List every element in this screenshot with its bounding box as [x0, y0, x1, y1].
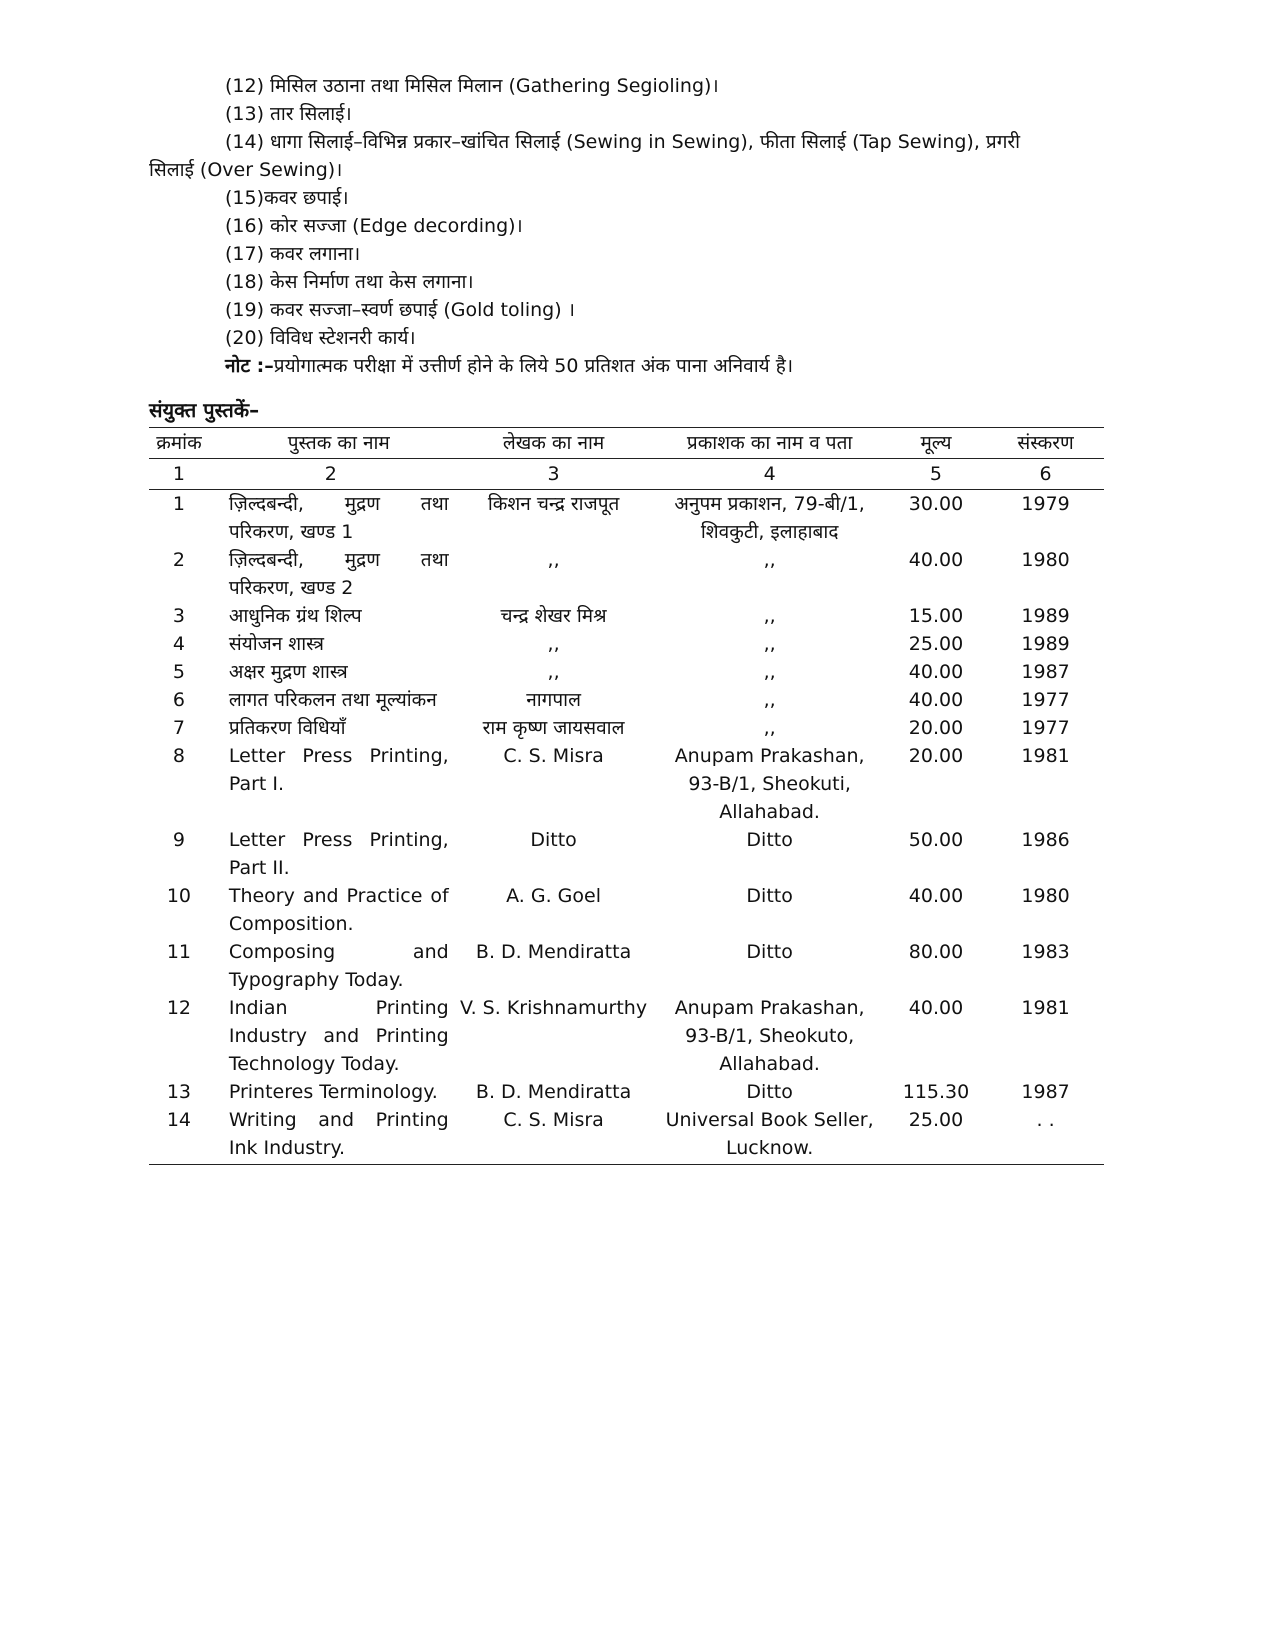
- book-publisher: Anupam Prakashan, 93-B/1, Sheokuti, Allahabad.: [674, 745, 865, 823]
- book-publisher: Universal Book Seller, Lucknow.: [654, 1106, 884, 1165]
- column-number: 3: [453, 459, 655, 490]
- list-item-17: (17) कवर लगाना।: [225, 243, 361, 265]
- table-row: [149, 490, 1104, 547]
- book-edition: 1977: [1021, 717, 1070, 739]
- header-book-name: पुस्तक का नाम: [209, 428, 453, 459]
- book-publisher: ,,: [763, 549, 776, 571]
- book-publisher: ,,: [763, 633, 776, 655]
- book-edition: 1983: [1021, 941, 1070, 963]
- book-edition: 1989: [1021, 605, 1070, 627]
- book-serial: 4: [172, 633, 185, 655]
- book-edition: 1980: [1021, 885, 1070, 907]
- book-edition: 1981: [1021, 997, 1070, 1019]
- table-row: [149, 602, 1104, 630]
- books-table-body: [149, 490, 1104, 1165]
- book-price: 20.00: [908, 717, 964, 739]
- book-serial: 9: [172, 829, 185, 851]
- book-author: राम कृष्ण जायसवाल: [482, 717, 625, 739]
- book-price: 15.00: [908, 605, 964, 627]
- table-row: [149, 630, 1104, 658]
- book-serial: 10: [166, 885, 192, 907]
- book-author: V. S. Krishnamurthy: [460, 997, 648, 1019]
- book-author: A. G. Goel: [506, 885, 602, 907]
- list-item-15: (15)कवर छपाई।: [225, 187, 349, 209]
- column-number-row: [149, 459, 1104, 490]
- book-serial: 8: [172, 745, 185, 767]
- book-price: 40.00: [908, 997, 964, 1019]
- table-row: [149, 686, 1104, 714]
- note: [225, 352, 793, 380]
- book-author: Ditto: [530, 829, 577, 851]
- column-number: 6: [987, 459, 1104, 490]
- book-title: Letter Press Printing, Part I.: [228, 745, 449, 795]
- table-row: [149, 742, 1104, 826]
- book-edition: 1987: [1021, 661, 1070, 683]
- note-text: प्रयोगात्मक परीक्षा में उत्तीर्ण होने के लिये 50 प्रतिशत अंक पाना अनिवार्य है।: [273, 355, 794, 377]
- table-row: [149, 714, 1104, 742]
- book-serial: 2: [172, 549, 185, 571]
- column-number: 2: [209, 459, 453, 490]
- book-edition: 1981: [1021, 745, 1070, 767]
- table-row: [149, 1078, 1104, 1106]
- book-publisher: अनुपम प्रकाशन, 79-बी/1, शिवकुटी, इलाहाबाद: [674, 493, 865, 543]
- book-author: C. S. Misra: [453, 1106, 655, 1165]
- book-author: B. D. Mendiratta: [475, 1081, 632, 1103]
- book-publisher: Ditto: [746, 885, 793, 907]
- book-title: Theory and Practice of Composition.: [228, 885, 449, 935]
- book-publisher: ,,: [763, 689, 776, 711]
- book-publisher: Ditto: [746, 829, 793, 851]
- book-author: चन्द्र शेखर मिश्र: [500, 605, 607, 627]
- list-item-16: (16) कोर सज्जा (Edge decording)।: [225, 215, 523, 237]
- list-item-18: (18) केस निर्माण तथा केस लगाना।: [225, 271, 474, 293]
- column-number: 5: [885, 459, 987, 490]
- book-title: Indian Printing Industry and Printing Technology Today.: [228, 997, 449, 1075]
- list-item-20: (20) विविध स्टेशनरी कार्य।: [225, 327, 416, 349]
- book-edition: 1977: [1021, 689, 1070, 711]
- book-edition: 1989: [1021, 633, 1070, 655]
- book-price: 40.00: [908, 885, 964, 907]
- book-serial: 12: [166, 997, 192, 1019]
- books-heading: संयुक्त पुस्तकें–: [149, 398, 260, 422]
- book-title: लागत परिकलन तथा मूल्यांकन: [228, 689, 437, 711]
- book-author: C. S. Misra: [503, 745, 604, 767]
- book-title: प्रतिकरण विधियाँ: [228, 717, 346, 739]
- book-serial: 5: [172, 661, 185, 683]
- book-title: Composing and Typography Today.: [228, 941, 449, 991]
- list-item-12: (12) मिसिल उठाना तथा मिसिल मिलान (Gathering Segioling)।: [225, 75, 719, 97]
- book-edition: 1979: [1021, 493, 1070, 515]
- book-title: ज़िल्दबन्दी, मुद्रण तथा परिकरण, खण्ड 1: [228, 493, 449, 543]
- table-row: [149, 938, 1104, 994]
- book-price: 25.00: [885, 1106, 987, 1165]
- book-serial: 14: [149, 1106, 209, 1165]
- table-row: [149, 546, 1104, 602]
- note-label: नोट :–: [225, 355, 274, 377]
- book-edition: 1986: [1021, 829, 1070, 851]
- book-publisher: Ditto: [746, 1081, 793, 1103]
- book-publisher: Anupam Prakashan, 93-B/1, Sheokuto, Allahabad.: [674, 997, 865, 1075]
- table-row: [149, 826, 1104, 882]
- book-author: ,,: [547, 661, 560, 683]
- book-price: 40.00: [908, 549, 964, 571]
- table-row: [149, 1106, 1104, 1165]
- book-author: किशन चन्द्र राजपूत: [487, 493, 620, 515]
- header-edition: संस्करण: [987, 428, 1104, 459]
- book-title: Printeres Terminology.: [228, 1081, 438, 1103]
- book-edition: 1980: [1021, 549, 1070, 571]
- books-table: [149, 427, 1104, 1165]
- book-price: 80.00: [908, 941, 964, 963]
- book-author: ,,: [547, 549, 560, 571]
- book-title: ज़िल्दबन्दी, मुद्रण तथा परिकरण, खण्ड 2: [228, 549, 449, 599]
- book-serial: 7: [172, 717, 185, 739]
- list-item-19: (19) कवर सज्जा–स्वर्ण छपाई (Gold toling) ।: [225, 299, 575, 321]
- column-number: 1: [149, 459, 209, 490]
- book-serial: 3: [172, 605, 185, 627]
- book-serial: 11: [166, 941, 192, 963]
- book-publisher: ,,: [763, 717, 776, 739]
- table-row: [149, 994, 1104, 1078]
- book-price: 50.00: [908, 829, 964, 851]
- book-price: 115.30: [902, 1081, 970, 1103]
- table-header-row: [149, 428, 1104, 459]
- list-item-14-continued: सिलाई (Over Sewing)।: [149, 159, 343, 181]
- table-row: [149, 658, 1104, 686]
- book-author: नागपाल: [526, 689, 581, 711]
- book-title: Writing and Printing Ink Industry.: [209, 1106, 453, 1165]
- list-item-13: (13) तार सिलाई।: [225, 103, 352, 125]
- book-edition: . .: [987, 1106, 1104, 1165]
- table-row: [149, 882, 1104, 938]
- book-serial: 1: [172, 493, 185, 515]
- column-number: 4: [654, 459, 884, 490]
- book-title: आधुनिक ग्रंथ शिल्प: [228, 605, 362, 627]
- book-price: 30.00: [908, 493, 964, 515]
- book-author: ,,: [547, 633, 560, 655]
- book-serial: 6: [172, 689, 185, 711]
- book-price: 40.00: [908, 661, 964, 683]
- header-author: लेखक का नाम: [453, 428, 655, 459]
- book-title: अक्षर मुद्रण शास्त्र: [228, 661, 348, 683]
- header-serial: क्रमांक: [149, 428, 209, 459]
- book-author: B. D. Mendiratta: [475, 941, 632, 963]
- book-price: 40.00: [908, 689, 964, 711]
- book-serial: 13: [166, 1081, 192, 1103]
- list-item-14: (14) धागा सिलाई–विभिन्न प्रकार–खांचित सिलाई (Sewing in Sewing), फीता सिलाई (Tap Sewing), प्रगरी: [225, 131, 1021, 153]
- book-title: Letter Press Printing, Part II.: [228, 829, 449, 879]
- book-price: 25.00: [908, 633, 964, 655]
- book-title: संयोजन शास्त्र: [228, 633, 325, 655]
- book-publisher: ,,: [763, 605, 776, 627]
- book-publisher: Ditto: [746, 941, 793, 963]
- header-publisher: प्रकाशक का नाम व पता: [654, 428, 884, 459]
- book-publisher: ,,: [763, 661, 776, 683]
- book-price: 20.00: [908, 745, 964, 767]
- book-edition: 1987: [1021, 1081, 1070, 1103]
- header-price: मूल्य: [885, 428, 987, 459]
